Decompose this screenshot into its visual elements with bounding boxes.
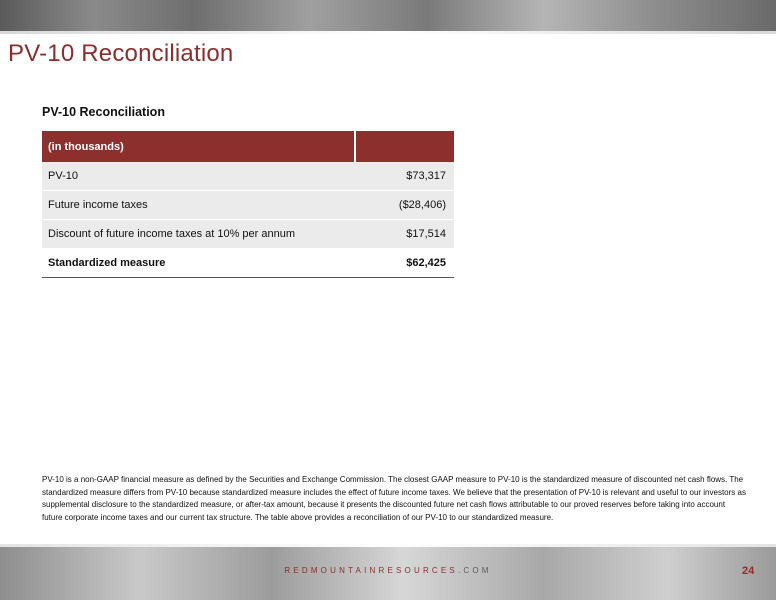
table-header-row bbox=[42, 131, 454, 162]
row-value: ($28,406) bbox=[355, 191, 454, 220]
page-number: 24 bbox=[742, 565, 755, 577]
total-label: Standardized measure bbox=[42, 249, 355, 278]
table-heading: PV-10 Reconciliation bbox=[42, 105, 165, 119]
company-wordmark bbox=[0, 566, 776, 575]
row-value: $73,317 bbox=[355, 162, 454, 191]
reconciliation-table bbox=[42, 131, 454, 278]
table-row bbox=[42, 162, 454, 191]
slide-title: PV-10 Reconciliation bbox=[8, 40, 234, 67]
header-units-label: (in thousands) bbox=[42, 131, 355, 162]
total-value: $62,425 bbox=[355, 249, 454, 278]
table-total-row bbox=[42, 249, 454, 278]
row-label: PV-10 bbox=[42, 162, 355, 191]
table-row bbox=[42, 191, 454, 220]
footnote-text: PV-10 is a non-GAAP financial measure as defined by the Securities and Exchange Commission. The closest GAAP measure to PV-10 is the standardized measure of discounted net cash flows. The standardized measure differs from PV-10 because standardized measure includes the effect of future income taxes. We believe that the presentation of PV-10 is relevant and useful to our investors as supplemental disclosure to the standardized measure, or after-tax amount, because it presents the discounted future net cash flows attributable to our proved reserves before taking into account future corporate income taxes and our current tax structure. The table above provides a reconciliation of our PV-10 to our standardized measure. bbox=[42, 475, 746, 522]
top-banner bbox=[0, 0, 776, 34]
row-value: $17,514 bbox=[355, 220, 454, 249]
header-value-cell bbox=[355, 131, 454, 162]
row-label: Discount of future income taxes at 10% per annum bbox=[42, 220, 355, 249]
table-row bbox=[42, 220, 454, 249]
row-label: Future income taxes bbox=[42, 191, 355, 220]
company-name: REDMOUNTAINRESOURCES bbox=[284, 566, 458, 575]
company-domain-suffix: .COM bbox=[457, 566, 492, 575]
